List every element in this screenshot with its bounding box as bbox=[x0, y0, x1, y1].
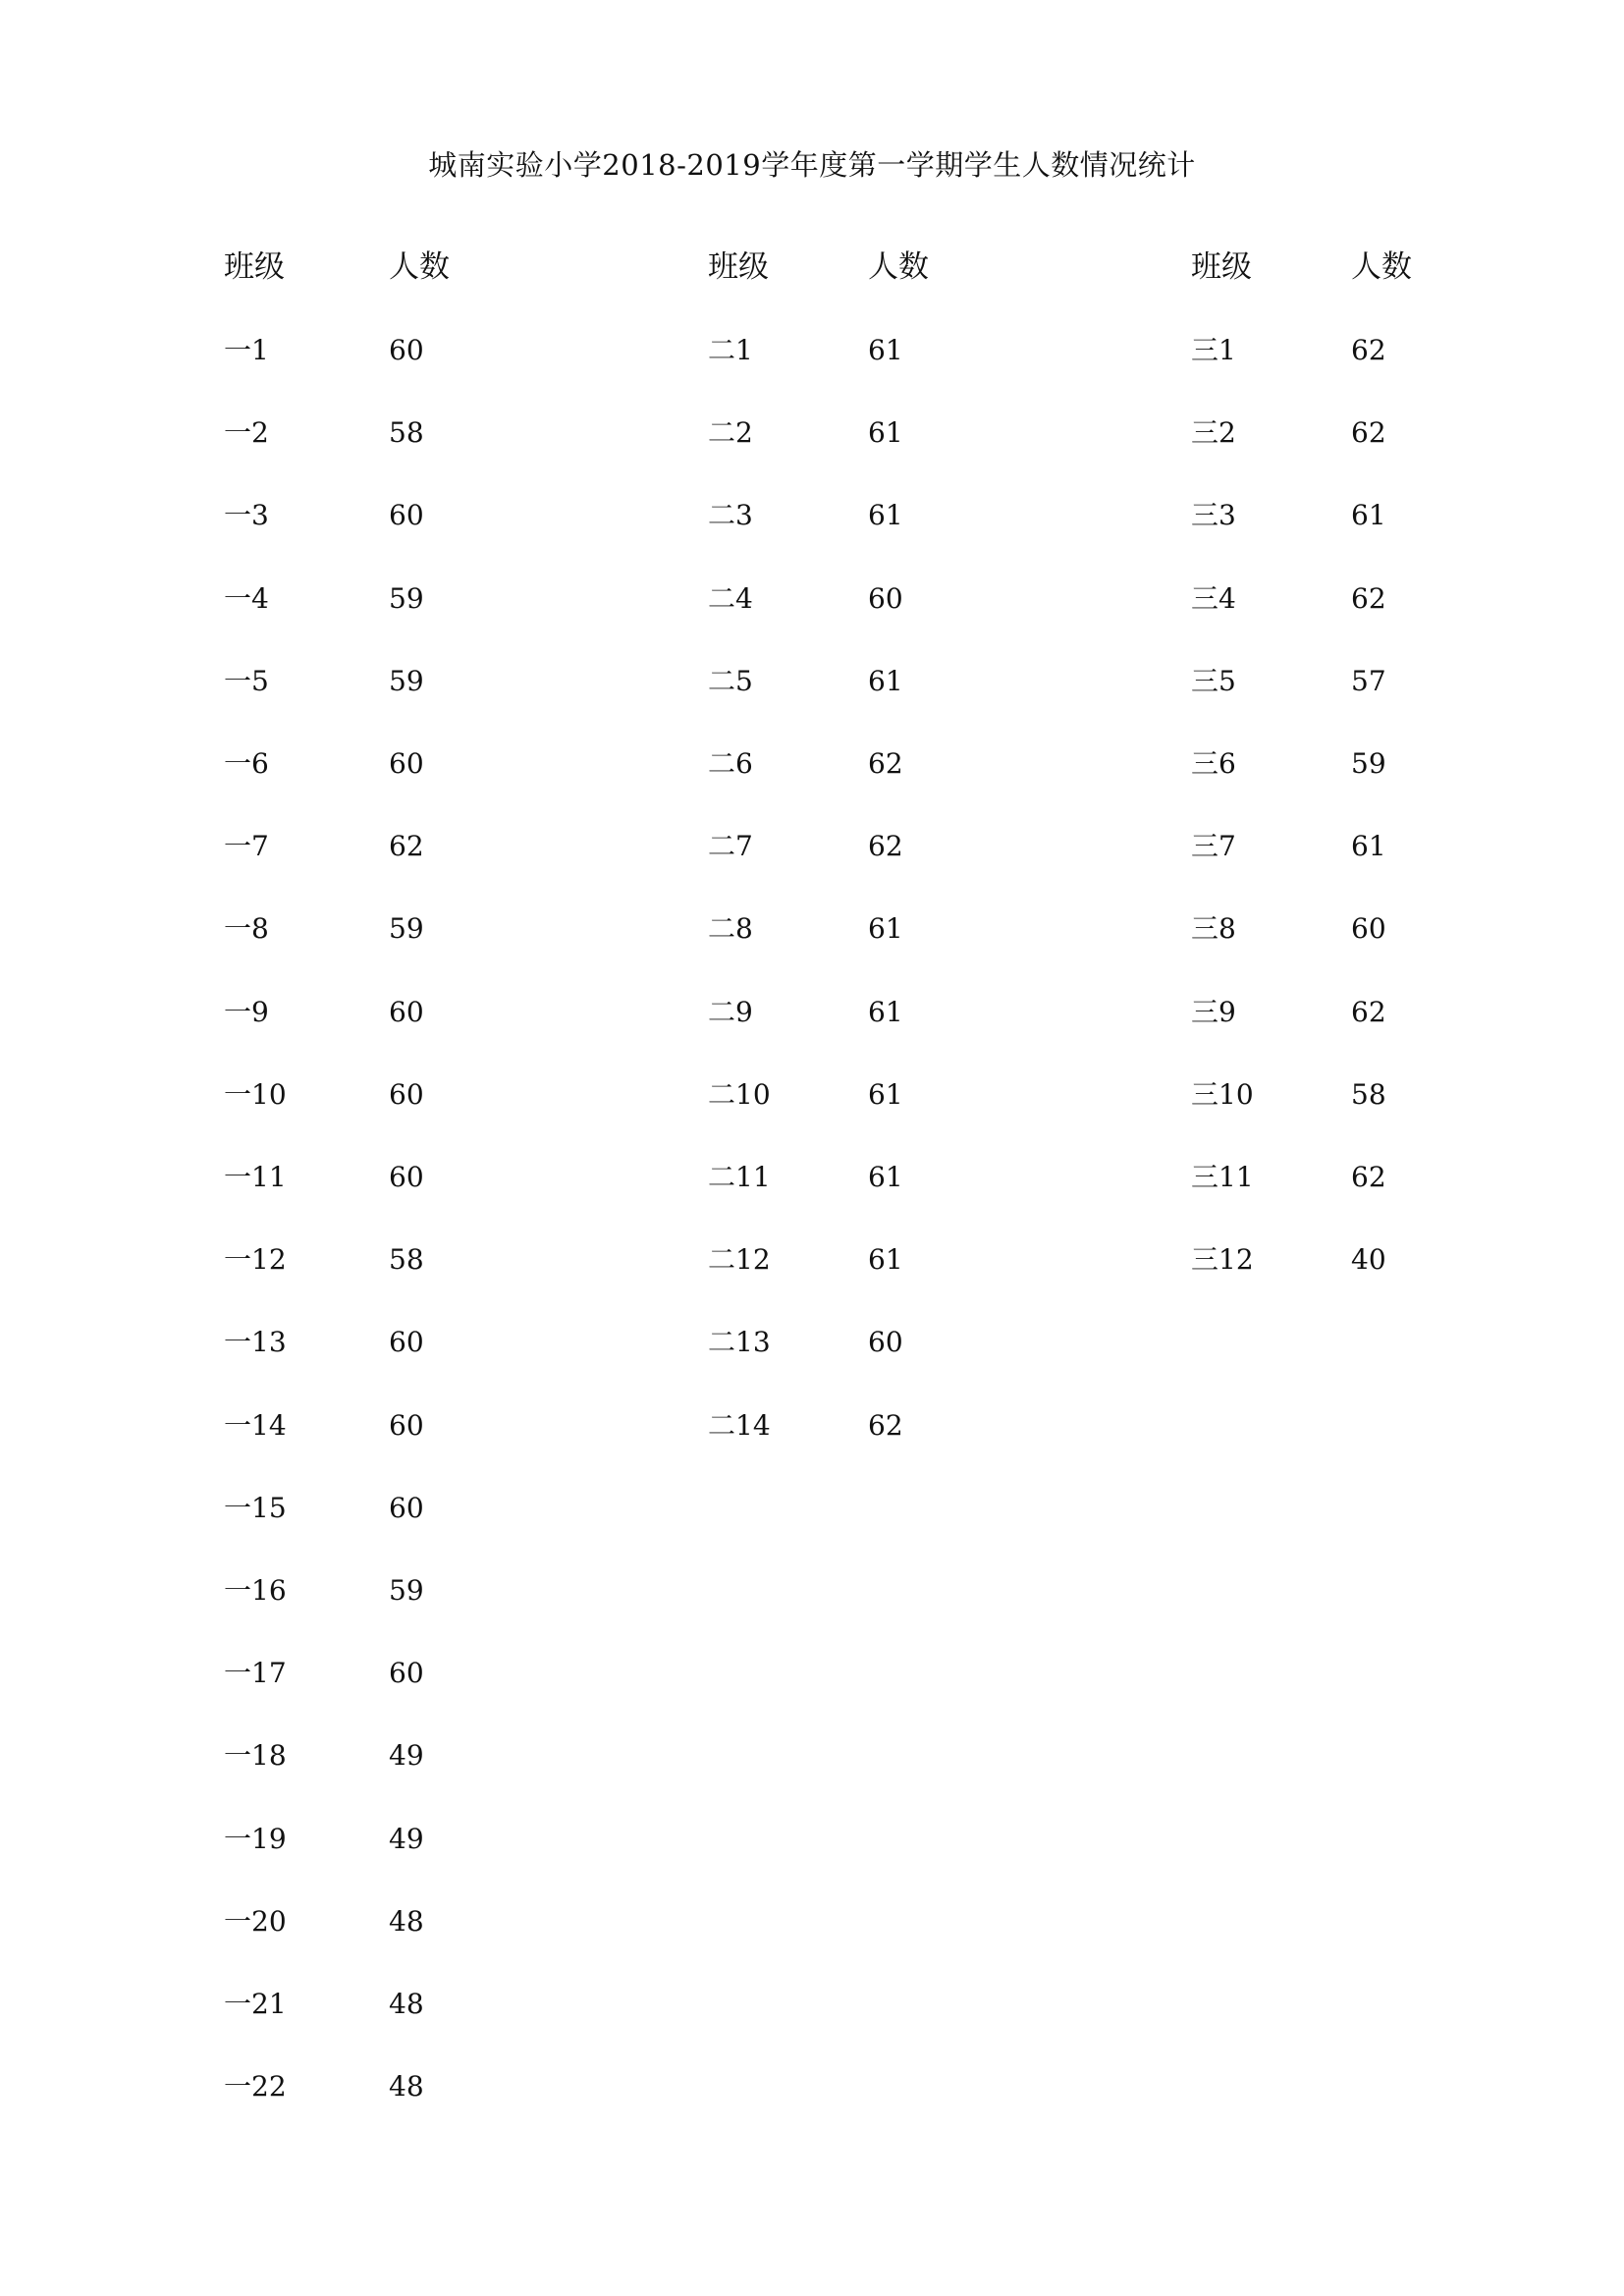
grade-1-class-cell: 一1 bbox=[224, 334, 269, 366]
grade-1-class-cell: 一20 bbox=[224, 1904, 287, 1938]
grade-3-count-cell: 61 bbox=[1351, 499, 1386, 532]
grade-3-class-cell: 三3 bbox=[1191, 499, 1236, 532]
grade-2-class-cell: 二14 bbox=[708, 1408, 771, 1442]
grade-1-count-cell: 49 bbox=[389, 1739, 424, 1773]
grade-2-count-cell: 61 bbox=[868, 664, 903, 697]
grade-2-count-cell: 61 bbox=[868, 334, 903, 366]
grade-1-count-cell: 60 bbox=[389, 334, 424, 366]
grade-3-class-cell: 三5 bbox=[1191, 664, 1236, 697]
grade-3-class-cell: 三4 bbox=[1191, 581, 1236, 615]
grade-1-class-cell: 一8 bbox=[224, 912, 269, 946]
grade-1-class-cell: 一13 bbox=[224, 1326, 287, 1359]
grade-1-class-cell: 一3 bbox=[224, 499, 269, 532]
grade-2-class-cell: 二3 bbox=[708, 499, 753, 532]
grade-3-count-cell: 62 bbox=[1351, 581, 1386, 615]
grade-1-class-cell: 一2 bbox=[224, 416, 269, 450]
grade-3-class-header: 班级 bbox=[1191, 249, 1252, 285]
grade-1-count-cell: 48 bbox=[389, 2070, 424, 2104]
grade-1-count-cell: 60 bbox=[389, 1657, 424, 1690]
grade-2-class-cell: 二6 bbox=[708, 747, 753, 780]
grade-1-count-cell: 58 bbox=[389, 1243, 424, 1277]
grade-1-class-cell: 一4 bbox=[224, 581, 269, 615]
grade-1-class-cell: 一16 bbox=[224, 1574, 287, 1607]
grade-3-class-cell: 三1 bbox=[1191, 334, 1236, 366]
grade-3-count-cell: 57 bbox=[1351, 664, 1386, 697]
grade-1-count-cell: 60 bbox=[389, 1161, 424, 1193]
grade-1-class-cell: 一15 bbox=[224, 1491, 287, 1524]
grade-3-count-cell: 61 bbox=[1351, 830, 1386, 863]
grade-2-count-cell: 62 bbox=[868, 1408, 903, 1442]
grade-2-class-cell: 二4 bbox=[708, 581, 753, 615]
grade-2-count-cell: 60 bbox=[868, 1326, 903, 1359]
grade-1-class-cell: 一21 bbox=[224, 1988, 287, 2020]
grade-2-class-cell: 二11 bbox=[708, 1161, 771, 1193]
grade-2-count-cell: 61 bbox=[868, 912, 903, 946]
grade-3-count-cell: 59 bbox=[1351, 747, 1386, 780]
grade-1-class-cell: 一9 bbox=[224, 995, 269, 1028]
grade-2-count-header: 人数 bbox=[868, 249, 929, 285]
grade-3-count-cell: 62 bbox=[1351, 995, 1386, 1028]
grade-1-count-header: 人数 bbox=[389, 249, 450, 285]
grade-2-count-cell: 61 bbox=[868, 1077, 903, 1111]
grade-1-class-cell: 一22 bbox=[224, 2070, 287, 2104]
grade-2-class-cell: 二1 bbox=[708, 334, 753, 366]
grade-1-count-cell: 60 bbox=[389, 995, 424, 1028]
grade-1-class-cell: 一14 bbox=[224, 1408, 287, 1442]
grade-1-class-cell: 一10 bbox=[224, 1077, 287, 1111]
grade-1-class-cell: 一12 bbox=[224, 1243, 287, 1277]
page-title: 城南实验小学2018-2019学年度第一学期学生人数情况统计 bbox=[428, 148, 1196, 182]
grade-2-count-cell: 62 bbox=[868, 747, 903, 780]
grade-1-class-header: 班级 bbox=[224, 249, 285, 285]
grade-2-class-cell: 二9 bbox=[708, 995, 753, 1028]
grade-2-count-cell: 61 bbox=[868, 416, 903, 450]
grade-3-count-header: 人数 bbox=[1351, 249, 1412, 285]
grade-2-class-header: 班级 bbox=[708, 249, 769, 285]
grade-3-class-cell: 三8 bbox=[1191, 912, 1236, 946]
grade-1-count-cell: 59 bbox=[389, 664, 424, 697]
grade-3-count-cell: 62 bbox=[1351, 416, 1386, 450]
grade-2-class-cell: 二13 bbox=[708, 1326, 771, 1359]
grade-1-count-cell: 58 bbox=[389, 416, 424, 450]
grade-3-class-cell: 三12 bbox=[1191, 1243, 1254, 1277]
grade-1-count-cell: 59 bbox=[389, 912, 424, 946]
grade-1-count-cell: 59 bbox=[389, 1574, 424, 1607]
grade-2-count-cell: 61 bbox=[868, 1243, 903, 1277]
grade-2-count-cell: 62 bbox=[868, 830, 903, 863]
grade-3-class-cell: 三11 bbox=[1191, 1161, 1254, 1193]
grade-1-count-cell: 60 bbox=[389, 747, 424, 780]
grade-1-count-cell: 62 bbox=[389, 830, 424, 863]
grade-3-count-cell: 62 bbox=[1351, 1161, 1386, 1193]
grade-2-count-cell: 61 bbox=[868, 995, 903, 1028]
grade-1-class-cell: 一17 bbox=[224, 1657, 287, 1690]
grade-2-count-cell: 61 bbox=[868, 499, 903, 532]
grade-3-class-cell: 三10 bbox=[1191, 1077, 1254, 1111]
grade-3-count-cell: 58 bbox=[1351, 1077, 1386, 1111]
grade-1-count-cell: 48 bbox=[389, 1904, 424, 1938]
grade-1-class-cell: 一7 bbox=[224, 830, 269, 863]
grade-3-class-cell: 三6 bbox=[1191, 747, 1236, 780]
grade-1-count-cell: 60 bbox=[389, 1326, 424, 1359]
grade-1-class-cell: 一5 bbox=[224, 664, 269, 697]
grade-1-count-cell: 59 bbox=[389, 581, 424, 615]
grade-1-count-cell: 60 bbox=[389, 499, 424, 532]
grade-3-count-cell: 62 bbox=[1351, 334, 1386, 366]
grade-1-class-cell: 一11 bbox=[224, 1161, 287, 1193]
grade-3-class-cell: 三7 bbox=[1191, 830, 1236, 863]
grade-2-class-cell: 二7 bbox=[708, 830, 753, 863]
grade-3-class-cell: 三2 bbox=[1191, 416, 1236, 450]
grade-3-count-cell: 60 bbox=[1351, 912, 1386, 946]
grade-1-count-cell: 60 bbox=[389, 1077, 424, 1111]
grade-2-class-cell: 二12 bbox=[708, 1243, 771, 1277]
grade-2-class-cell: 二5 bbox=[708, 664, 753, 697]
grade-2-class-cell: 二2 bbox=[708, 416, 753, 450]
grade-1-class-cell: 一6 bbox=[224, 747, 269, 780]
grade-2-class-cell: 二8 bbox=[708, 912, 753, 946]
grade-3-count-cell: 40 bbox=[1351, 1243, 1386, 1277]
grade-1-count-cell: 60 bbox=[389, 1408, 424, 1442]
grade-1-class-cell: 一18 bbox=[224, 1739, 287, 1773]
grade-3-class-cell: 三9 bbox=[1191, 995, 1236, 1028]
grade-1-count-cell: 49 bbox=[389, 1822, 424, 1855]
grade-1-count-cell: 48 bbox=[389, 1988, 424, 2020]
grade-1-count-cell: 60 bbox=[389, 1491, 424, 1524]
grade-2-class-cell: 二10 bbox=[708, 1077, 771, 1111]
grade-1-class-cell: 一19 bbox=[224, 1822, 287, 1855]
grade-2-count-cell: 60 bbox=[868, 581, 903, 615]
grade-2-count-cell: 61 bbox=[868, 1161, 903, 1193]
